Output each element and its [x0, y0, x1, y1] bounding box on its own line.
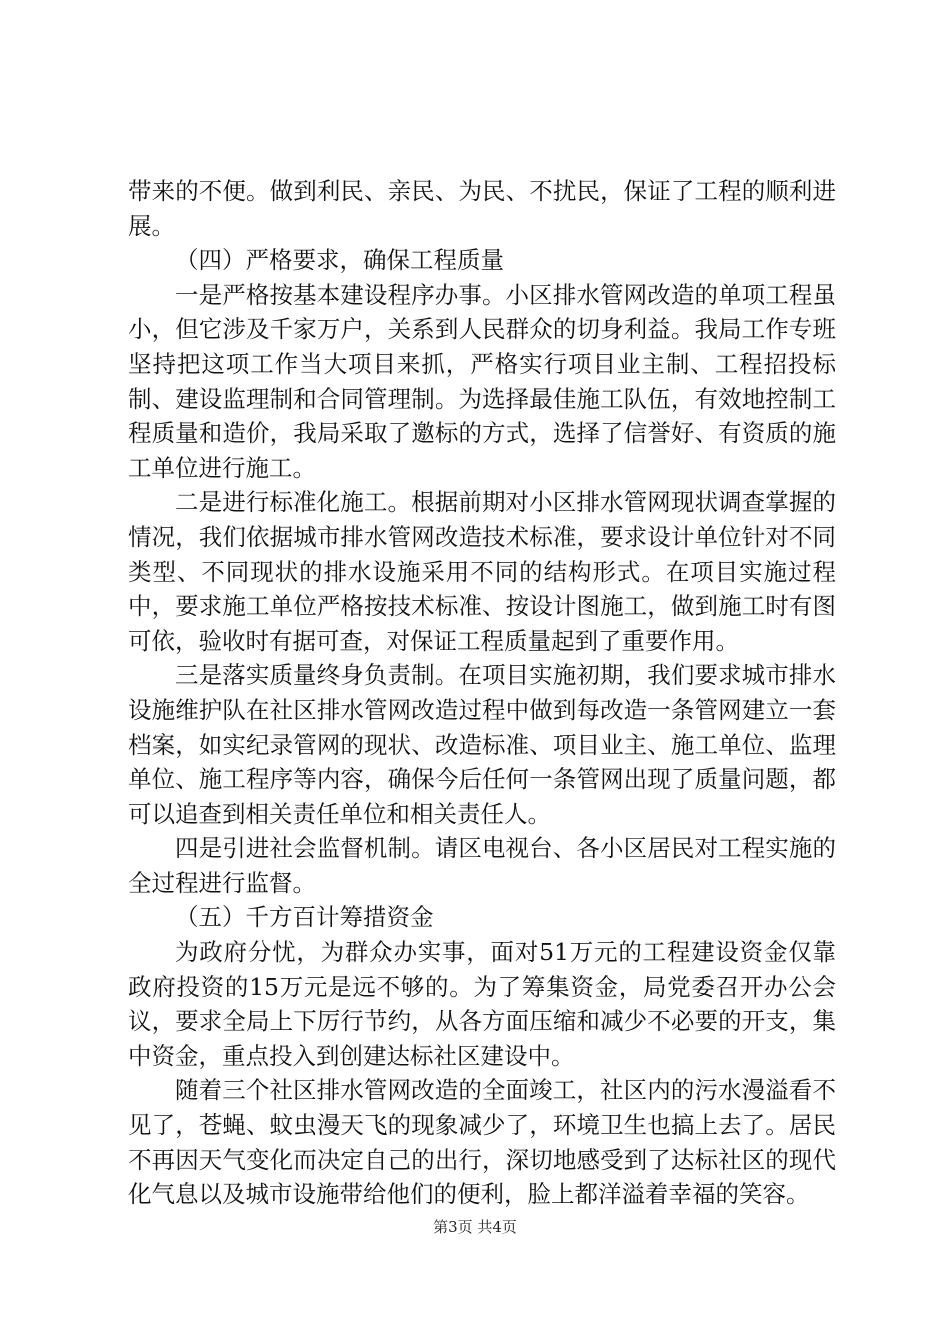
paragraph: 带来的不便。做到利民、亲民、为民、不扰民，保证了工程的顺利进展。: [128, 177, 836, 240]
paragraph: 为政府分忧，为群众办实事，面对51万元的工程建设资金仅靠政府投资的15万元是远不够的。为了筹集资金，局党委召开办公会议，要求全局上下厉行节约，从各方面压缩和减少不必要的开支，集中资金，重点投入到创建达标社区建设中。: [128, 938, 836, 1070]
paragraph: 随着三个社区排水管网改造的全面竣工，社区内的污水漫溢看不见了，苍蝇、蚊虫漫天飞的现象减少了，环境卫生也搞上去了。居民不再因天气变化而决定自己的出行，深切地感受到了达标社区的现代化气息以及城市设施带给他们的便利，脸上都洋溢着幸福的笑容。: [128, 1076, 836, 1209]
document-body: [128, 174, 836, 1212]
paragraph: 三是落实质量终身负责制。在项目实施初期，我们要求城市排水设施维护队在社区排水管网改造过程中做到每改造一条管网建立一套档案，如实纪录管网的现状、改造标准、项目业主、施工单位、监理单位、施工程序等内容，确保今后任何一条管网出现了质量问题，都可以追查到相关责任单位和相关责任人。: [128, 661, 836, 828]
paragraph: 四是引进社会监督机制。请区电视台、各小区居民对工程实施的全过程进行监督。: [128, 834, 836, 897]
section-heading: （四）严格要求，确保工程质量: [175, 246, 504, 275]
paragraph: 二是进行标准化施工。根据前期对小区排水管网现状调查掌握的情况，我们依据城市排水管网改造技术标准，要求设计单位针对不同类型、不同现状的排水设施采用不同的结构形式。在项目实施过程中，要求施工单位严格按技术标准、按设计图施工，做到施工时有图可依，验收时有据可查，对保证工程质量起到了重要作用。: [128, 488, 836, 655]
page-number-footer: 第3页 共4页: [433, 1218, 517, 1236]
paragraph: 一是严格按基本建设程序办事。小区排水管网改造的单项工程虽小，但它涉及千家万户，关系到人民群众的切身利益。我局工作专班坚持把这项工作当大项目来抓，严格实行项目业主制、工程招投标制、建设监理制和合同管理制。为选择最佳施工队伍，有效地控制工程质量和造价，我局采取了邀标的方式，选择了信誉好、有资质的施工单位进行施工。: [128, 280, 836, 482]
section-heading: （五）千方百计筹措资金: [175, 903, 434, 932]
